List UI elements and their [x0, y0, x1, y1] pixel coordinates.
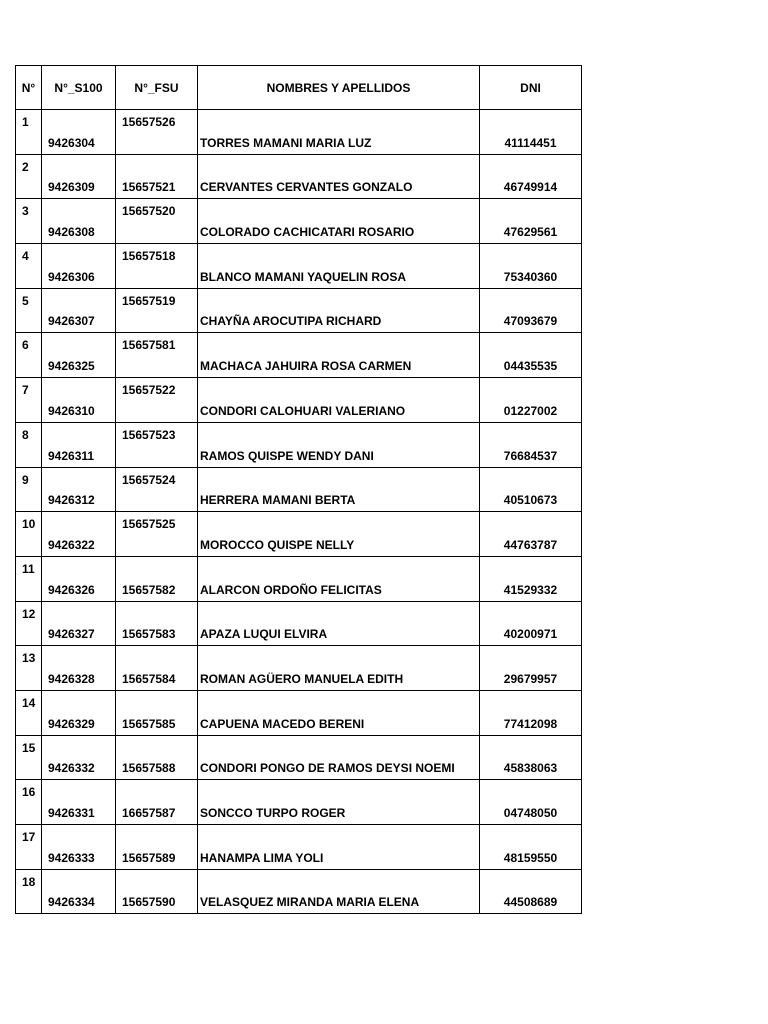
row-number: 10 [22, 517, 36, 532]
row-number: 14 [22, 695, 36, 710]
fsu-value: 15657525 [122, 517, 176, 532]
s100-cell [42, 825, 116, 870]
dni-cell [480, 825, 582, 870]
dni-cell [480, 199, 582, 244]
s100-value: 9426327 [48, 627, 95, 642]
fsu-value: 15657581 [122, 338, 176, 353]
full-name: APAZA LUQUI ELVIRA [200, 627, 328, 642]
dni-value: 44763787 [503, 537, 558, 552]
dni-value: 45838063 [503, 761, 558, 776]
dni-cell [480, 467, 582, 512]
full-name: CONDORI PONGO DE RAMOS DEYSI NOEMI [200, 761, 455, 776]
table-row [16, 735, 582, 780]
table-row [16, 825, 582, 870]
fsu-cell [116, 422, 198, 467]
fsu-value: 15657589 [122, 850, 176, 865]
name-cell [198, 199, 480, 244]
row-number: 13 [22, 651, 36, 666]
dni-value: 47629561 [503, 225, 558, 240]
fsu-cell [116, 467, 198, 512]
full-name: ALARCON ORDOÑO FELICITAS [200, 582, 382, 597]
dni-value: 75340360 [503, 269, 558, 284]
s100-value: 9426334 [48, 895, 95, 910]
s100-cell [42, 154, 116, 199]
name-cell [198, 244, 480, 289]
s100-value: 9426310 [48, 403, 95, 418]
full-name: RAMOS QUISPE WENDY DANI [200, 448, 374, 463]
s100-cell [42, 735, 116, 780]
row-number: 4 [22, 249, 29, 264]
header-row [16, 66, 582, 110]
dni-cell [480, 512, 582, 557]
fsu-cell [116, 244, 198, 289]
full-name: CONDORI CALOHUARI VALERIANO [200, 403, 406, 418]
full-name: CHAYÑA AROCUTIPA RICHARD [200, 314, 382, 329]
full-name: COLORADO CACHICATARI ROSARIO [200, 225, 415, 240]
s100-cell [42, 512, 116, 557]
row-number-cell [16, 244, 42, 289]
table-body [16, 110, 582, 914]
row-number-cell [16, 154, 42, 199]
table-row [16, 601, 582, 646]
s100-value: 9426312 [48, 493, 95, 508]
row-number: 7 [22, 383, 29, 398]
row-number-cell [16, 288, 42, 333]
table-row [16, 288, 582, 333]
row-number-cell [16, 512, 42, 557]
s100-cell [42, 378, 116, 423]
s100-value: 9426304 [48, 135, 95, 150]
fsu-cell [116, 825, 198, 870]
full-name: HERRERA MAMANI BERTA [200, 493, 356, 508]
dni-cell [480, 154, 582, 199]
name-cell [198, 110, 480, 155]
table-row [16, 512, 582, 557]
dni-cell [480, 288, 582, 333]
name-cell [198, 690, 480, 735]
fsu-value: 15657522 [122, 383, 176, 398]
dni-value: 04748050 [503, 806, 558, 820]
fsu-value: 15657585 [122, 716, 176, 731]
row-number: 8 [22, 427, 29, 442]
table-header [16, 66, 582, 110]
name-cell [198, 378, 480, 423]
row-number-cell [16, 110, 42, 155]
s100-cell [42, 467, 116, 512]
row-number-cell [16, 378, 42, 423]
row-number-cell [16, 601, 42, 646]
fsu-cell [116, 378, 198, 423]
dni-cell [480, 333, 582, 378]
table-row [16, 199, 582, 244]
fsu-cell [116, 154, 198, 199]
row-number: 9 [22, 472, 29, 487]
full-name: TORRES MAMANI MARIA LUZ [200, 135, 372, 150]
fsu-value: 15657521 [122, 180, 176, 195]
row-number: 11 [22, 561, 35, 576]
dni-value: 44508689 [503, 895, 558, 910]
row-number: 1 [22, 115, 29, 129]
s100-cell [42, 422, 116, 467]
full-name: CERVANTES CERVANTES GONZALO [200, 180, 413, 195]
name-cell [198, 869, 480, 914]
s100-value: 9426322 [48, 537, 95, 552]
s100-cell [42, 110, 116, 155]
full-name: MACHACA JAHUIRA ROSA CARMEN [200, 359, 412, 374]
name-cell [198, 780, 480, 825]
name-cell [198, 556, 480, 601]
dni-cell [480, 690, 582, 735]
s100-value: 9426325 [48, 359, 95, 374]
name-cell [198, 735, 480, 780]
row-number-cell [16, 735, 42, 780]
row-number: 15 [22, 740, 36, 755]
row-number-cell [16, 467, 42, 512]
row-number: 18 [22, 874, 36, 889]
row-number-cell [16, 690, 42, 735]
dni-value: 46749914 [503, 180, 558, 195]
fsu-cell [116, 288, 198, 333]
full-name: HANAMPA LIMA YOLI [200, 850, 324, 865]
row-number-cell [16, 556, 42, 601]
s100-value: 9426307 [48, 314, 95, 329]
s100-value: 9426328 [48, 671, 95, 686]
table-row [16, 556, 582, 601]
dni-cell [480, 244, 582, 289]
s100-cell [42, 288, 116, 333]
row-number: 3 [22, 204, 29, 219]
header-names: NOMBRES Y APELLIDOS [198, 66, 480, 110]
table-row [16, 110, 582, 155]
fsu-value: 15657583 [122, 627, 176, 642]
s100-cell [42, 556, 116, 601]
dni-value: 29679957 [503, 671, 558, 686]
s100-cell [42, 333, 116, 378]
dni-cell [480, 378, 582, 423]
fsu-value: 15657526 [122, 115, 176, 129]
s100-cell [42, 601, 116, 646]
full-name: VELASQUEZ MIRANDA MARIA ELENA [200, 895, 420, 910]
fsu-value: 15657520 [122, 204, 176, 219]
dni-value: 76684537 [503, 448, 558, 463]
dni-cell [480, 556, 582, 601]
fsu-value: 15657519 [122, 293, 176, 308]
name-cell [198, 512, 480, 557]
row-number: 12 [22, 606, 36, 621]
fsu-value: 15657582 [122, 582, 176, 597]
full-name: ROMAN AGÜERO MANUELA EDITH [200, 671, 404, 686]
table-row [16, 244, 582, 289]
fsu-cell [116, 601, 198, 646]
row-number: 2 [22, 159, 29, 174]
row-number: 5 [22, 293, 29, 308]
table-row [16, 154, 582, 199]
full-name: SONCCO TURPO ROGER [200, 806, 346, 820]
dni-value: 48159550 [503, 850, 558, 865]
fsu-cell [116, 556, 198, 601]
header-dni: DNI [480, 66, 582, 110]
header-s100: N°_S100 [42, 66, 116, 110]
table-row [16, 467, 582, 512]
table-row [16, 780, 582, 825]
row-number-cell [16, 869, 42, 914]
s100-cell [42, 690, 116, 735]
dni-value: 04435535 [503, 359, 558, 374]
s100-value: 9426333 [48, 850, 95, 865]
table-row [16, 333, 582, 378]
fsu-value: 16657587 [122, 806, 176, 820]
fsu-value: 15657523 [122, 427, 176, 442]
name-cell [198, 333, 480, 378]
table-row [16, 869, 582, 914]
header-fsu: N°_FSU [116, 66, 198, 110]
s100-value: 9426308 [48, 225, 95, 240]
fsu-cell [116, 333, 198, 378]
dni-cell [480, 780, 582, 825]
full-name: MOROCCO QUISPE NELLY [200, 537, 355, 552]
row-number-cell [16, 333, 42, 378]
s100-cell [42, 199, 116, 244]
name-cell [198, 825, 480, 870]
fsu-value: 15657524 [122, 472, 176, 487]
full-name: BLANCO MAMANI YAQUELIN ROSA [200, 269, 407, 284]
name-cell [198, 288, 480, 333]
row-number-cell [16, 825, 42, 870]
s100-value: 9426326 [48, 582, 95, 597]
row-number-cell [16, 422, 42, 467]
s100-value: 9426329 [48, 716, 95, 731]
full-name: CAPUENA MACEDO BERENI [200, 716, 365, 731]
row-number: 16 [22, 785, 36, 800]
dni-value: 41114451 [504, 135, 557, 150]
s100-value: 9426331 [48, 806, 95, 820]
dni-value: 41529332 [503, 582, 558, 597]
dni-cell [480, 601, 582, 646]
roster-table [15, 65, 582, 914]
s100-cell [42, 244, 116, 289]
name-cell [198, 467, 480, 512]
s100-value: 9426311 [48, 448, 95, 463]
fsu-cell [116, 199, 198, 244]
s100-value: 9426309 [48, 180, 95, 195]
dni-value: 77412098 [503, 716, 558, 731]
fsu-value: 15657588 [122, 761, 176, 776]
dni-value: 40510673 [503, 493, 558, 508]
fsu-cell [116, 646, 198, 691]
dni-cell [480, 735, 582, 780]
dni-cell [480, 422, 582, 467]
dni-value: 47093679 [503, 314, 558, 329]
fsu-cell [116, 735, 198, 780]
fsu-cell [116, 110, 198, 155]
row-number: 6 [22, 338, 29, 353]
name-cell [198, 646, 480, 691]
table-row [16, 378, 582, 423]
dni-cell [480, 869, 582, 914]
dni-cell [480, 110, 582, 155]
s100-cell [42, 780, 116, 825]
fsu-value: 15657518 [122, 249, 176, 264]
dni-cell [480, 646, 582, 691]
dni-value: 40200971 [503, 627, 558, 642]
fsu-value: 15657590 [122, 895, 176, 910]
s100-value: 9426306 [48, 269, 95, 284]
s100-cell [42, 869, 116, 914]
dni-value: 01227002 [503, 403, 558, 418]
fsu-cell [116, 690, 198, 735]
row-number-cell [16, 646, 42, 691]
fsu-cell [116, 512, 198, 557]
name-cell [198, 601, 480, 646]
row-number-cell [16, 780, 42, 825]
table-row [16, 646, 582, 691]
header-number: N° [16, 66, 42, 110]
row-number: 17 [22, 830, 36, 844]
table-row [16, 422, 582, 467]
s100-cell [42, 646, 116, 691]
fsu-cell [116, 869, 198, 914]
fsu-value: 15657584 [122, 671, 176, 686]
name-cell [198, 422, 480, 467]
table-row [16, 690, 582, 735]
s100-value: 9426332 [48, 761, 95, 776]
name-cell [198, 154, 480, 199]
row-number-cell [16, 199, 42, 244]
fsu-cell [116, 780, 198, 825]
